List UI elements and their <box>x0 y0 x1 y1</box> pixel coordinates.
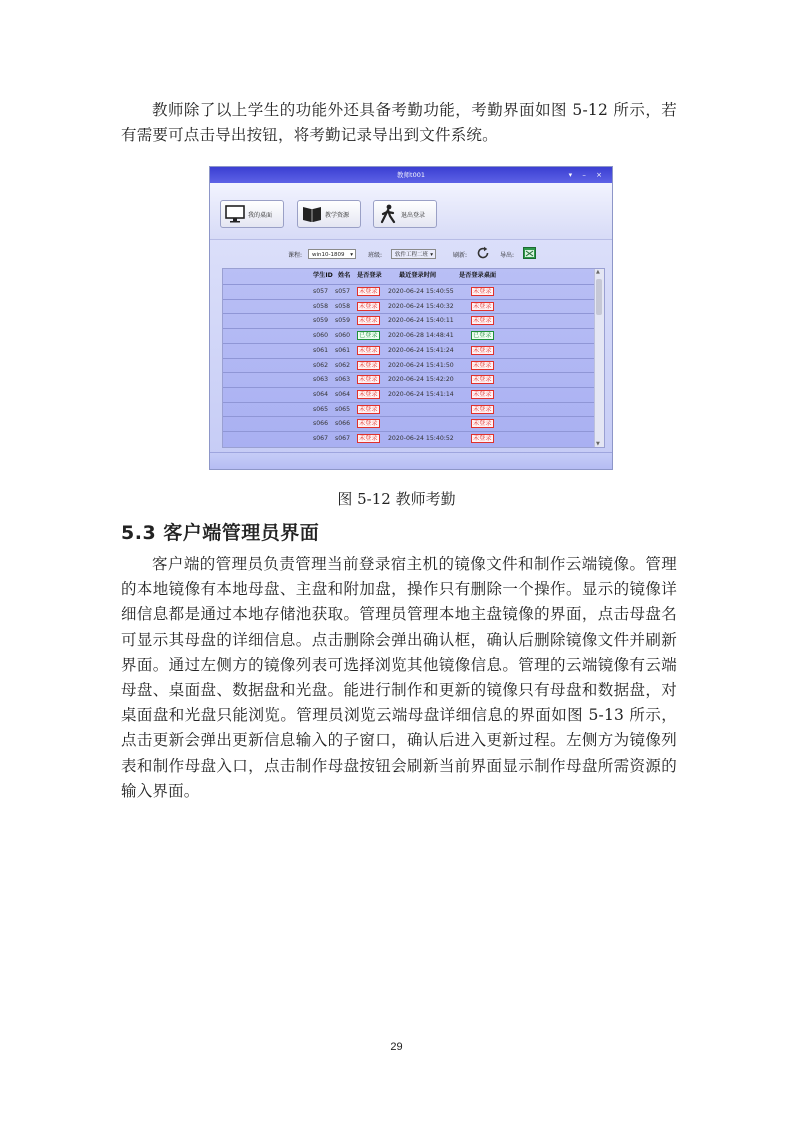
window-controls[interactable]: ▾ – × <box>568 171 606 179</box>
cell-name: s065 <box>335 405 351 413</box>
cell-desktop-login <box>471 403 494 418</box>
cell-student-id: s066 <box>313 420 329 428</box>
logout-button[interactable] <box>373 200 437 228</box>
attendance-table <box>222 268 605 448</box>
cell-name: s059 <box>335 317 351 325</box>
figure-caption: 图 5-12 教师考勤 <box>337 490 456 508</box>
filter-bar <box>210 247 612 263</box>
status-badge: 未登录 <box>359 390 378 398</box>
cell-logged-in <box>357 403 380 418</box>
export-label: 导出: <box>500 252 515 259</box>
cell-last-login: 2020-06-24 15:42:20 <box>388 376 454 384</box>
cell-name: s066 <box>335 420 351 428</box>
header-desktop-login: 是否登录桌面 <box>459 272 497 279</box>
section-heading: 5.3 客户端管理员界面 <box>121 522 320 544</box>
cell-desktop-login <box>471 417 494 432</box>
refresh-label: 刷新: <box>453 252 468 259</box>
cell-student-id: s067 <box>313 435 329 442</box>
window-status-strip <box>210 452 612 470</box>
table-row[interactable] <box>223 358 595 374</box>
cell-student-id: s060 <box>313 332 329 340</box>
course-select-value: win10-1809 <box>312 252 345 258</box>
chevron-down-icon: ▾ <box>430 252 433 258</box>
cell-logged-in <box>357 329 380 344</box>
cell-last-login: 2020-06-24 15:41:50 <box>388 361 454 369</box>
refresh-icon[interactable] <box>476 246 490 262</box>
teaching-resources-label: 教学资源 <box>325 211 350 219</box>
course-select[interactable] <box>308 249 356 259</box>
table-row[interactable] <box>223 313 595 329</box>
cell-last-login: 2020-06-28 14:48:41 <box>388 332 454 340</box>
cell-last-login: 2020-06-24 15:40:52 <box>388 435 454 442</box>
cell-name: s064 <box>335 390 351 398</box>
scrollbar-thumb[interactable] <box>596 279 602 315</box>
cell-name: s061 <box>335 346 351 354</box>
toolbar <box>210 183 612 240</box>
cell-last-login: 2020-06-24 15:40:55 <box>388 288 454 295</box>
status-badge: 未登录 <box>473 317 492 325</box>
vertical-scrollbar[interactable] <box>594 269 604 447</box>
body-paragraph: 客户端的管理员负责管理当前登录宿主机的镜像文件和制作云端镜像。管理的本地镜像有本地母盘、主盘和附加盘，操作只有删除一个操作。显示的镜像详细信息都是通过本地存储池获取。管理员管理本地主盘镜像的界面，点击母盘名可显示其母盘的详细信息。点击删除会弹出确认框，确认后删除镜像文件并刷新界面。通过左侧方的镜像列表可选择浏览其他镜像信息。管理的云端镜像有云端母盘、桌面盘、数据盘和光盘。能进行制作和更新的镜像只有母盘和数据盘，对桌面盘和光盘只能浏览。管理员浏览云端母盘详细信息的界面如图 5-13 所示，点击更新会弹出更新信息输入的子窗口，确认后进入更新过程。左侧方为镜像列表和制作母盘入口，点击制作母盘按钮会刷新当前界面显示制作母盘所需资源的输入界面。 <box>121 555 677 800</box>
cell-desktop-login <box>471 373 494 388</box>
status-badge: 未登录 <box>473 288 492 295</box>
header-last-login: 最近登录时间 <box>399 272 437 279</box>
cell-last-login: 2020-06-24 15:41:24 <box>388 346 454 354</box>
excel-export-icon[interactable] <box>523 247 536 261</box>
teacher-attendance-window <box>209 166 613 470</box>
cell-desktop-login <box>471 388 494 403</box>
my-desktop-label: 我的桌面 <box>248 211 273 219</box>
status-badge: 未登录 <box>359 435 378 442</box>
status-badge: 未登录 <box>473 420 492 428</box>
cell-desktop-login <box>471 329 494 344</box>
cell-logged-in <box>357 359 380 374</box>
table-row[interactable] <box>223 328 595 344</box>
table-row[interactable] <box>223 431 595 447</box>
status-badge: 未登录 <box>359 346 378 354</box>
walking-person-icon <box>378 204 398 224</box>
cell-name: s057 <box>335 288 351 295</box>
status-badge: 未登录 <box>359 288 378 295</box>
table-row[interactable] <box>223 416 595 432</box>
status-badge: 未登录 <box>359 317 378 325</box>
cell-last-login: 2020-06-24 15:41:14 <box>388 390 454 398</box>
status-badge: 未登录 <box>473 361 492 369</box>
window-titlebar <box>210 167 612 183</box>
cell-name: s060 <box>335 332 351 340</box>
cell-student-id: s058 <box>313 302 329 310</box>
cell-desktop-login <box>471 344 494 359</box>
cell-name: s062 <box>335 361 351 369</box>
intro-paragraph: 教师除了以上学生的功能外还具备考勤功能，考勤界面如图 5-12 所示，若有需要可点击导出按钮，将考勤记录导出到文件系统。 <box>121 101 677 145</box>
cell-logged-in <box>357 432 380 447</box>
status-badge: 未登录 <box>359 361 378 369</box>
cell-desktop-login <box>471 359 494 374</box>
class-select-value: 软件工程二班 <box>395 252 429 258</box>
status-badge: 未登录 <box>359 420 378 428</box>
monitor-icon <box>225 204 245 224</box>
cell-desktop-login <box>471 285 494 300</box>
status-badge: 未登录 <box>473 376 492 384</box>
cell-desktop-login <box>471 432 494 447</box>
teaching-resources-button[interactable] <box>297 200 361 228</box>
cell-last-login: 2020-06-24 15:40:32 <box>388 302 454 310</box>
cell-name: s058 <box>335 302 351 310</box>
cell-name: s063 <box>335 376 351 384</box>
cell-logged-in <box>357 314 380 329</box>
cell-logged-in <box>357 344 380 359</box>
status-badge: 未登录 <box>473 435 492 442</box>
page-number: 29 <box>390 1041 403 1053</box>
table-row[interactable] <box>223 387 595 403</box>
cell-logged-in <box>357 373 380 388</box>
cell-name: s067 <box>335 435 351 442</box>
cell-student-id: s063 <box>313 376 329 384</box>
cell-student-id: s057 <box>313 288 329 295</box>
table-row[interactable] <box>223 402 595 418</box>
cell-desktop-login <box>471 314 494 329</box>
cell-logged-in <box>357 300 380 315</box>
table-row[interactable] <box>223 343 595 359</box>
status-badge: 已登录 <box>359 332 378 340</box>
logout-label: 退出登录 <box>401 211 426 219</box>
cell-student-id: s062 <box>313 361 329 369</box>
my-desktop-button[interactable] <box>220 200 284 228</box>
cell-logged-in <box>357 417 380 432</box>
header-logged-in: 是否登录 <box>357 272 382 279</box>
status-badge: 未登录 <box>473 346 492 354</box>
status-badge: 未登录 <box>473 302 492 310</box>
class-label: 班级: <box>368 252 383 259</box>
table-row[interactable] <box>223 372 595 388</box>
cell-logged-in <box>357 285 380 300</box>
table-header <box>223 269 595 284</box>
scroll-down-icon[interactable]: ▼ <box>596 441 600 447</box>
cell-last-login: 2020-06-24 15:40:11 <box>388 317 454 325</box>
status-badge: 已登录 <box>473 332 492 340</box>
table-row[interactable] <box>223 284 595 300</box>
cell-student-id: s059 <box>313 317 329 325</box>
cell-student-id: s064 <box>313 390 329 398</box>
status-badge: 未登录 <box>473 405 492 413</box>
header-student-id: 学生ID <box>313 272 333 279</box>
header-name: 姓名 <box>338 272 351 279</box>
window-title: 教师t001 <box>397 171 425 179</box>
table-row[interactable] <box>223 299 595 315</box>
cell-student-id: s061 <box>313 346 329 354</box>
cell-student-id: s065 <box>313 405 329 413</box>
status-badge: 未登录 <box>359 302 378 310</box>
class-select[interactable] <box>391 249 436 259</box>
status-badge: 未登录 <box>359 405 378 413</box>
cell-desktop-login <box>471 300 494 315</box>
status-badge: 未登录 <box>359 376 378 384</box>
book-icon <box>302 204 322 224</box>
cell-logged-in <box>357 388 380 403</box>
status-badge: 未登录 <box>473 390 492 398</box>
scroll-up-icon[interactable]: ▲ <box>596 269 600 275</box>
course-label: 课程: <box>288 252 303 259</box>
chevron-down-icon: ▾ <box>350 252 353 258</box>
